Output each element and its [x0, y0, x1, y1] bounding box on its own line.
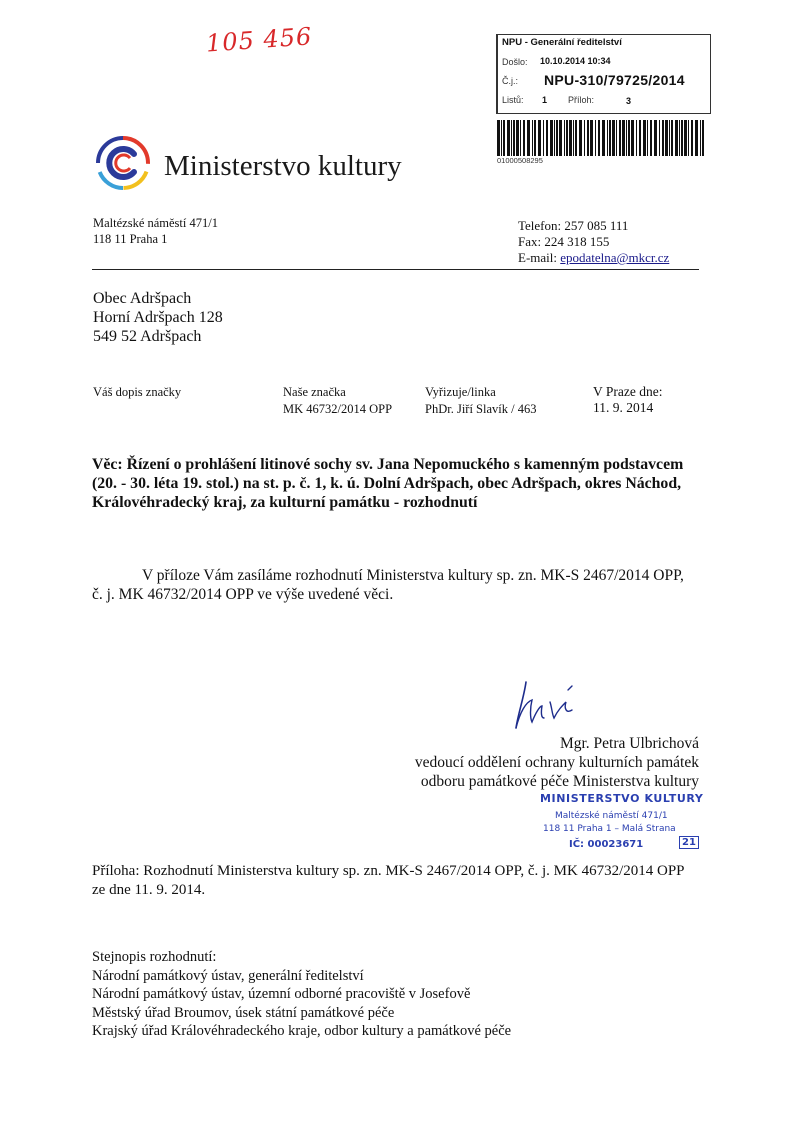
handwritten-signature [506, 672, 582, 734]
recipient-line2: Horní Adršpach 128 [93, 309, 223, 326]
stamp-attachments-value: 3 [626, 96, 632, 106]
copies-item: Národní památkový ústav, územní odborné pracoviště v Josefově [92, 986, 471, 1002]
official-stamp-line1: Maltézské náměstí 471/1 [555, 811, 668, 821]
handled-by-label: Vyřizuje/linka [425, 385, 496, 399]
header-divider [92, 269, 699, 270]
copies-item: Krajský úřad Královéhradeckého kraje, odbor kultury a památkové péče [92, 1023, 512, 1039]
recipient-line3: 549 52 Adršpach [93, 328, 202, 345]
attachment-line2: ze dne 11. 9. 2014. [92, 882, 206, 898]
official-stamp-line2: 118 11 Praha 1 – Malá Strana [543, 824, 676, 834]
copies-item: Národní památkový ústav, generální ředitelství [92, 967, 364, 984]
recipient-line1: Obec Adršpach [93, 290, 192, 307]
receipt-stamp [496, 34, 711, 114]
ministry-name: Ministerstvo kultury [164, 150, 402, 182]
contact-email-label: E-mail: [518, 250, 561, 265]
signatory-role2: odboru památkové péče Ministerstva kultury [420, 773, 699, 790]
subject [92, 455, 704, 512]
copies-item: Městský úřad Broumov, úsek státní památkové péče [92, 1004, 395, 1021]
your-ref-label: Váš dopis značky [93, 385, 182, 399]
body-line2: č. j. MK 46732/2014 OPP ve výše uvedené věci. [92, 586, 394, 603]
barcode [497, 120, 706, 156]
handled-by-value: PhDr. Jiří Slavík / 463 [425, 402, 537, 416]
copies-heading: Stejnopis rozhodnutí: [92, 949, 217, 965]
stamp-sheets-label: Listů: [502, 95, 524, 105]
body-line1: V příloze Vám zasíláme rozhodnutí Ministerstva kultury sp. zn. MK-S 2467/2014 OPP, [142, 567, 684, 584]
barcode-number: 01000508295 [497, 156, 543, 165]
subject-line1: Věc: Řízení o prohlášení litinové sochy sv. Jana Nepomuckého s kamenným podstavcem [92, 456, 684, 473]
official-stamp-number: 21 [679, 836, 699, 849]
sender-address-line1: Maltézské náměstí 471/1 [93, 216, 218, 230]
ministry-logo-icon [94, 134, 152, 192]
official-stamp-title: MINISTERSTVO KULTURY [540, 792, 704, 805]
stamp-ref-value: NPU-310/79725/2014 [544, 72, 685, 88]
stamp-organization: NPU - Generální ředitelství [502, 37, 622, 48]
contact-email-line [518, 250, 669, 265]
stamp-sheets-value: 1 [542, 95, 548, 105]
signatory-name: Mgr. Petra Ulbrichová [559, 735, 699, 752]
stamp-attachments-label: Příloh: [568, 95, 595, 105]
sender-address-line2: 118 11 Praha 1 [93, 232, 168, 246]
our-ref-value: MK 46732/2014 OPP [283, 402, 393, 416]
date-label: V Praze dne: [593, 384, 663, 399]
contact-fax: Fax: 224 318 155 [518, 234, 610, 249]
handwritten-registration-number: 105 456 [205, 22, 314, 58]
signatory-role1: vedoucí oddělení ochrany kulturních památek [414, 754, 699, 771]
contact-email-link[interactable]: epodatelna@mkcr.cz [560, 250, 670, 265]
our-ref-label: Naše značka [283, 385, 346, 399]
copies-section [92, 948, 511, 1041]
stamp-received-value: 10.10.2014 10:34 [540, 56, 611, 66]
date-value: 11. 9. 2014 [593, 400, 654, 415]
official-stamp-ico: IČ: 00023671 [569, 839, 644, 850]
subject-line2: (20. - 30. léta 19. stol.) na st. p. č. 1, k. ú. Dolní Adršpach, obec Adršpach, okres Náchod, [92, 475, 682, 492]
stamp-received-label: Došlo: [502, 57, 528, 67]
stamp-ref-label: Č.j.: [502, 76, 519, 86]
attachment-line1: Příloha: Rozhodnutí Ministerstva kultury sp. zn. MK-S 2467/2014 OPP, č. j. MK 46732/2014 OPP [92, 863, 685, 879]
subject-line3: Královéhradecký kraj, za kulturní památku - rozhodnutí [92, 494, 478, 511]
contact-phone: Telefon: 257 085 111 [518, 218, 629, 233]
